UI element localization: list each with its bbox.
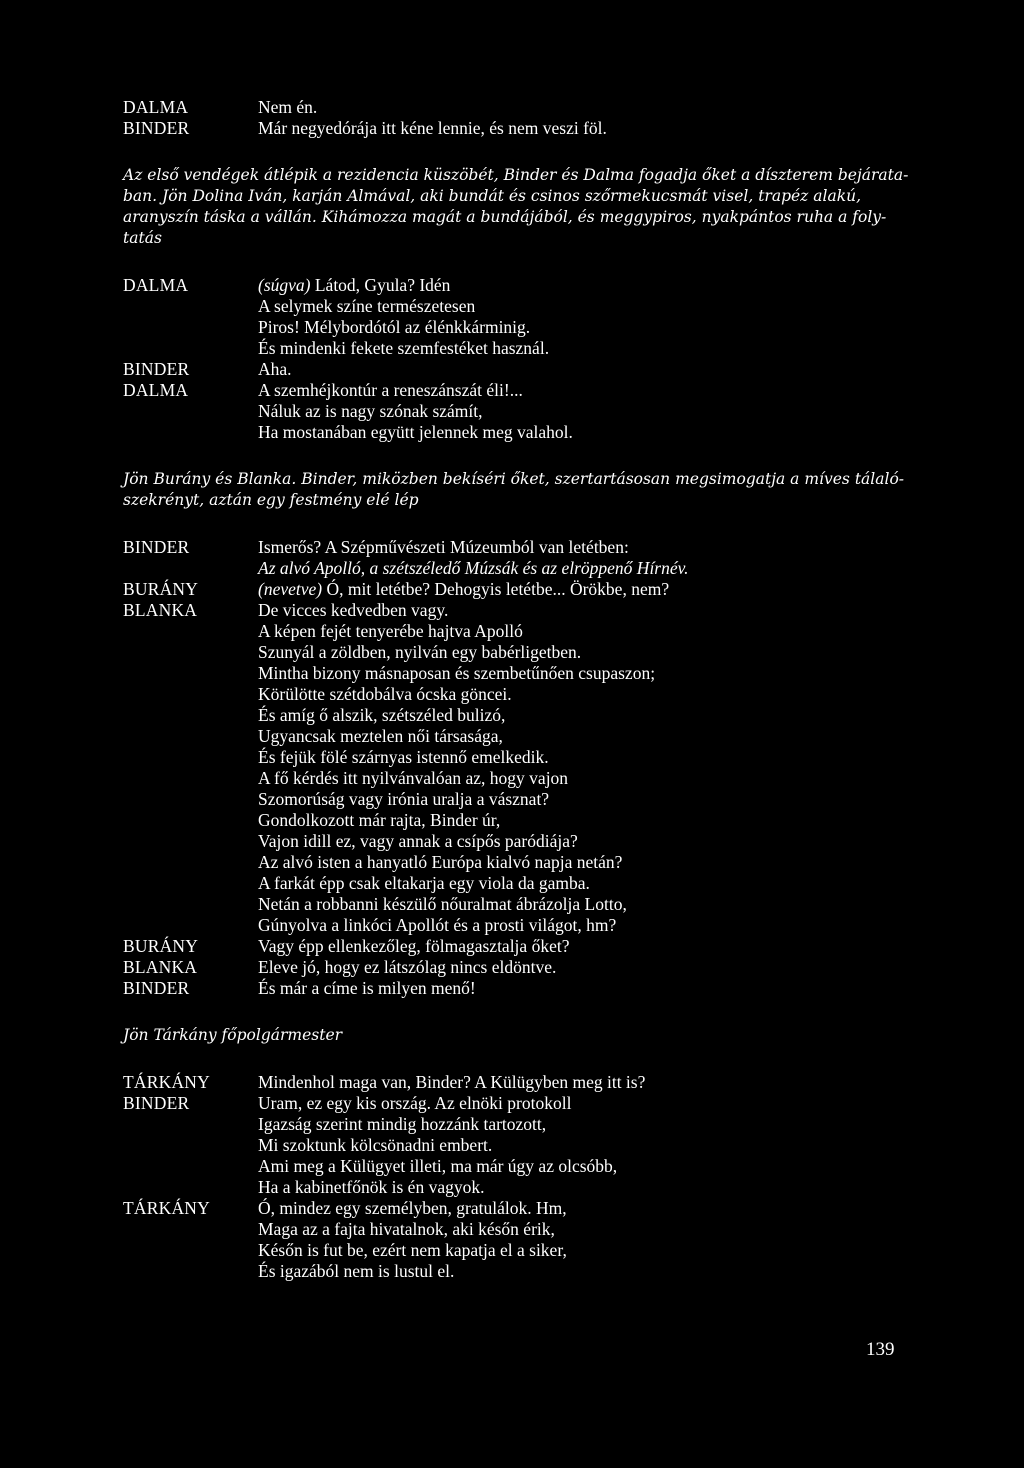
dialogue-text-body: Látod, Gyula? Idén: [310, 275, 451, 295]
dialogue-text: [258, 810, 903, 831]
dialogue-text-body: Gondolkozott már rajta, Binder úr,: [258, 810, 501, 830]
dialogue-line: [123, 1219, 903, 1240]
dialogue-line: [123, 1198, 903, 1219]
stage-direction-3: [123, 1025, 903, 1046]
speaker-name: BINDER: [123, 118, 190, 138]
speaker-name: [123, 642, 258, 663]
dialogue-line: [123, 726, 903, 747]
dialogue-text: [258, 380, 903, 401]
dialogue-line: [123, 915, 903, 936]
dialogue-text: [258, 747, 903, 768]
dialogue-block-1: [123, 97, 903, 139]
dialogue-line: [123, 296, 903, 317]
speaker-name: [123, 705, 258, 726]
speaker-name: [123, 1240, 258, 1261]
speaker-name: DALMA: [123, 97, 189, 117]
dialogue-line: [123, 97, 903, 118]
dialogue-line: [123, 978, 903, 999]
speaker-name: [123, 1261, 258, 1282]
dialogue-text: [258, 684, 903, 705]
page-content: [123, 97, 909, 1282]
stage-direction-line: tatás: [123, 229, 162, 247]
speaker-name: DALMA: [123, 380, 189, 400]
page-number: 139: [866, 1339, 895, 1360]
dialogue-text: [258, 831, 903, 852]
dialogue-text: [258, 579, 903, 600]
dialogue-line: [123, 936, 903, 957]
dialogue-line: [123, 873, 903, 894]
dialogue-text: [258, 726, 903, 747]
dialogue-line: [123, 1156, 903, 1177]
speaker-name: [123, 747, 258, 768]
dialogue-text-body: Vajon idill ez, vagy annak a csípős paródiája?: [258, 831, 578, 851]
dialogue-text-body: Körülötte szétdobálva ócska göncei.: [258, 684, 512, 704]
speaker-name: [123, 831, 258, 852]
dialogue-line: [123, 831, 903, 852]
dialogue-text-body: Ha mostanában együtt jelennek meg valahol.: [258, 422, 573, 442]
dialogue-line: [123, 894, 903, 915]
speaker-name: [123, 768, 258, 789]
parenthetical: (nevetve): [258, 579, 323, 599]
dialogue-text: [258, 915, 903, 936]
italic-title: Az alvó Apolló, a szétszéledő Múzsák és az elröppenő Hírnév.: [258, 558, 689, 578]
speaker-name: [123, 338, 258, 359]
speaker-name: DALMA: [123, 275, 189, 295]
dialogue-text-body: A farkát épp csak eltakarja egy viola da gamba.: [258, 873, 590, 893]
speaker-name: [123, 726, 258, 747]
dialogue-text-body: Ismerős? A Szépművészeti Múzeumból van letétben:: [258, 537, 629, 557]
speaker-name: [123, 621, 258, 642]
dialogue-line: [123, 642, 903, 663]
speaker-name: [123, 1156, 258, 1177]
dialogue-text: [258, 936, 903, 957]
stage-direction-2: [123, 469, 903, 511]
speaker-name: [123, 1114, 258, 1135]
dialogue-text-body: És már a címe is milyen menő!: [258, 978, 476, 998]
dialogue-text: [258, 537, 903, 558]
stage-direction-line: Jön Tárkány főpolgármester: [123, 1026, 343, 1044]
speaker-name: [123, 684, 258, 705]
dialogue-line: [123, 1093, 903, 1114]
speaker-name: TÁRKÁNY: [123, 1072, 210, 1092]
dialogue-line: [123, 118, 903, 139]
dialogue-text: [258, 705, 903, 726]
dialogue-text: [258, 118, 903, 139]
dialogue-text-body: Mi szoktunk kölcsönadni embert.: [258, 1135, 493, 1155]
dialogue-text-body: Nem én.: [258, 97, 318, 117]
dialogue-line: [123, 275, 903, 296]
dialogue-text: [258, 1219, 903, 1240]
dialogue-text: [258, 1072, 903, 1093]
dialogue-text-body: Az alvó isten a hanyatló Európa kialvó napja netán?: [258, 852, 623, 872]
stage-direction-line: Az első vendégek átlépik a rezidencia küszöbét, Binder és Dalma fogadja őket a díszterem bejárata-: [123, 166, 909, 184]
dialogue-text-body: És mindenki fekete szemfestéket használ.: [258, 338, 550, 358]
dialogue-text: [258, 1093, 903, 1114]
stage-direction-line: szekrényt, aztán egy festmény elé lép: [123, 491, 419, 509]
dialogue-text-body: Ugyancsak meztelen női társasága,: [258, 726, 503, 746]
speaker-name: [123, 558, 258, 579]
dialogue-text-body: Maga az a fajta hivatalnok, aki későn érik,: [258, 1219, 555, 1239]
dialogue-text: [258, 359, 903, 380]
dialogue-line: [123, 579, 903, 600]
dialogue-line: [123, 768, 903, 789]
dialogue-block-2: [123, 275, 903, 443]
dialogue-text-body: Vagy épp ellenkezőleg, fölmagasztalja őket?: [258, 936, 570, 956]
dialogue-text-body: Aha.: [258, 359, 292, 379]
dialogue-text: [258, 642, 903, 663]
dialogue-text-body: Ó, mit letétbe? Dehogyis letétbe... Örökbe, nem?: [322, 579, 670, 599]
speaker-name: [123, 1219, 258, 1240]
dialogue-text-body: Uram, ez egy kis ország. Az elnöki protokoll: [258, 1093, 572, 1113]
dialogue-text: [258, 873, 903, 894]
speaker-name: [123, 789, 258, 810]
speaker-name: [123, 894, 258, 915]
dialogue-text: [258, 401, 903, 422]
dialogue-line: [123, 810, 903, 831]
dialogue-line: [123, 359, 903, 380]
dialogue-text-body: A szemhéjkontúr a reneszánszát éli!...: [258, 380, 523, 400]
dialogue-text: [258, 1198, 903, 1219]
dialogue-text-body: Ami meg a Külügyet illeti, ma már úgy az olcsóbb,: [258, 1156, 618, 1176]
dialogue-text: [258, 1177, 903, 1198]
dialogue-line: [123, 957, 903, 978]
dialogue-line: [123, 684, 903, 705]
dialogue-line: [123, 663, 903, 684]
dialogue-line: [123, 600, 903, 621]
dialogue-text: [258, 852, 903, 873]
speaker-name: BINDER: [123, 978, 190, 998]
speaker-name: BLANKA: [123, 600, 198, 620]
dialogue-text: [258, 275, 903, 296]
dialogue-text-body: Piros! Mélybordótól az élénkkárminig.: [258, 317, 531, 337]
dialogue-line: [123, 380, 903, 401]
speaker-name: [123, 663, 258, 684]
dialogue-line: [123, 422, 903, 443]
stage-direction-line: Jön Burány és Blanka. Binder, miközben bekíséri őket, szertartásosan megsimogatja a míves tálaló-: [123, 470, 905, 488]
dialogue-line: [123, 338, 903, 359]
speaker-name: TÁRKÁNY: [123, 1198, 210, 1218]
dialogue-line: [123, 558, 903, 579]
dialogue-text: [258, 768, 903, 789]
dialogue-text-body: Igazság szerint mindig hozzánk tartozott,: [258, 1114, 547, 1134]
speaker-name: BURÁNY: [123, 579, 199, 599]
speaker-name: BINDER: [123, 1093, 190, 1113]
speaker-name: [123, 1177, 258, 1198]
speaker-name: [123, 873, 258, 894]
dialogue-text-body: Már negyedórája itt kéne lennie, és nem veszi föl.: [258, 118, 607, 138]
dialogue-text-body: És igazából nem is lustul el.: [258, 1261, 455, 1281]
dialogue-text-body: Mindenhol maga van, Binder? A Külügyben meg itt is?: [258, 1072, 646, 1092]
dialogue-text: [258, 422, 903, 443]
dialogue-text: [258, 1240, 903, 1261]
stage-direction-line: ban. Jön Dolina Iván, karján Almával, aki bundát és csinos szőrmekucsmát visel, trapéz alakú,: [123, 187, 861, 205]
dialogue-text-body: Eleve jó, hogy ez látszólag nincs eldöntve.: [258, 957, 557, 977]
dialogue-line: [123, 789, 903, 810]
dialogue-text: [258, 97, 903, 118]
dialogue-block-4: [123, 1072, 903, 1282]
dialogue-text-body: És amíg ő alszik, szétszéled bulizó,: [258, 705, 506, 725]
dialogue-line: [123, 747, 903, 768]
dialogue-text: [258, 621, 903, 642]
parenthetical: (súgva): [258, 275, 311, 295]
dialogue-line: [123, 1261, 903, 1282]
dialogue-text-body: Ha a kabinetfőnök is én vagyok.: [258, 1177, 485, 1197]
speaker-name: [123, 296, 258, 317]
dialogue-text: [258, 1156, 903, 1177]
dialogue-text-body: A fő kérdés itt nyilvánvalóan az, hogy vajon: [258, 768, 569, 788]
speaker-name: [123, 317, 258, 338]
dialogue-line: [123, 1240, 903, 1261]
speaker-name: [123, 422, 258, 443]
dialogue-text-body: Gúnyolva a linkóci Apollót és a prosti világot, hm?: [258, 915, 617, 935]
speaker-name: BURÁNY: [123, 936, 199, 956]
dialogue-text: [258, 317, 903, 338]
speaker-name: [123, 915, 258, 936]
dialogue-text: [258, 338, 903, 359]
dialogue-line: [123, 1114, 903, 1135]
speaker-name: [123, 810, 258, 831]
dialogue-text-body: Netán a robbanni készülő nőuralmat ábrázolja Lotto,: [258, 894, 627, 914]
dialogue-text: [258, 600, 903, 621]
dialogue-text: [258, 978, 903, 999]
dialogue-line: [123, 1177, 903, 1198]
dialogue-text-body: És fejük fölé szárnyas istennő emelkedik.: [258, 747, 549, 767]
dialogue-text: [258, 957, 903, 978]
dialogue-text: [258, 789, 903, 810]
speaker-name: BLANKA: [123, 957, 198, 977]
dialogue-text-body: Szomorúság vagy irónia uralja a vásznat?: [258, 789, 550, 809]
dialogue-text-body: Mintha bizony másnaposan és szembetűnően csupaszon;: [258, 663, 656, 683]
speaker-name: [123, 852, 258, 873]
dialogue-text-body: Későn is fut be, ezért nem kapatja el a siker,: [258, 1240, 567, 1260]
dialogue-line: [123, 401, 903, 422]
dialogue-block-3: [123, 537, 903, 999]
dialogue-text-body: A képen fejét tenyerébe hajtva Apolló: [258, 621, 523, 641]
speaker-name: [123, 1135, 258, 1156]
dialogue-text: [258, 1114, 903, 1135]
dialogue-line: [123, 852, 903, 873]
stage-direction-line: aranyszín táska a vállán. Kihámozza magát a bundájából, és meggypiros, nyakpántos ruha a foly-: [123, 208, 887, 226]
stage-direction-1: [123, 165, 909, 249]
dialogue-line: [123, 621, 903, 642]
dialogue-text-body: De vicces kedvedben vagy.: [258, 600, 449, 620]
dialogue-text: [258, 1261, 903, 1282]
dialogue-line: [123, 537, 903, 558]
dialogue-text-body: Szunyál a zöldben, nyilván egy babérligetben.: [258, 642, 582, 662]
dialogue-line: [123, 1135, 903, 1156]
dialogue-line: [123, 317, 903, 338]
speaker-name: [123, 401, 258, 422]
dialogue-text: [258, 894, 903, 915]
speaker-name: BINDER: [123, 537, 190, 557]
dialogue-text: [258, 663, 903, 684]
dialogue-line: [123, 1072, 903, 1093]
dialogue-line: [123, 705, 903, 726]
dialogue-text-body: Náluk az is nagy szónak számít,: [258, 401, 483, 421]
speaker-name: BINDER: [123, 359, 190, 379]
dialogue-text: [258, 1135, 903, 1156]
dialogue-text-body: Ó, mindez egy személyben, gratulálok. Hm,: [258, 1198, 567, 1218]
dialogue-text: [258, 296, 903, 317]
dialogue-text: [258, 558, 903, 579]
dialogue-text-body: A selymek színe természetesen: [258, 296, 476, 316]
